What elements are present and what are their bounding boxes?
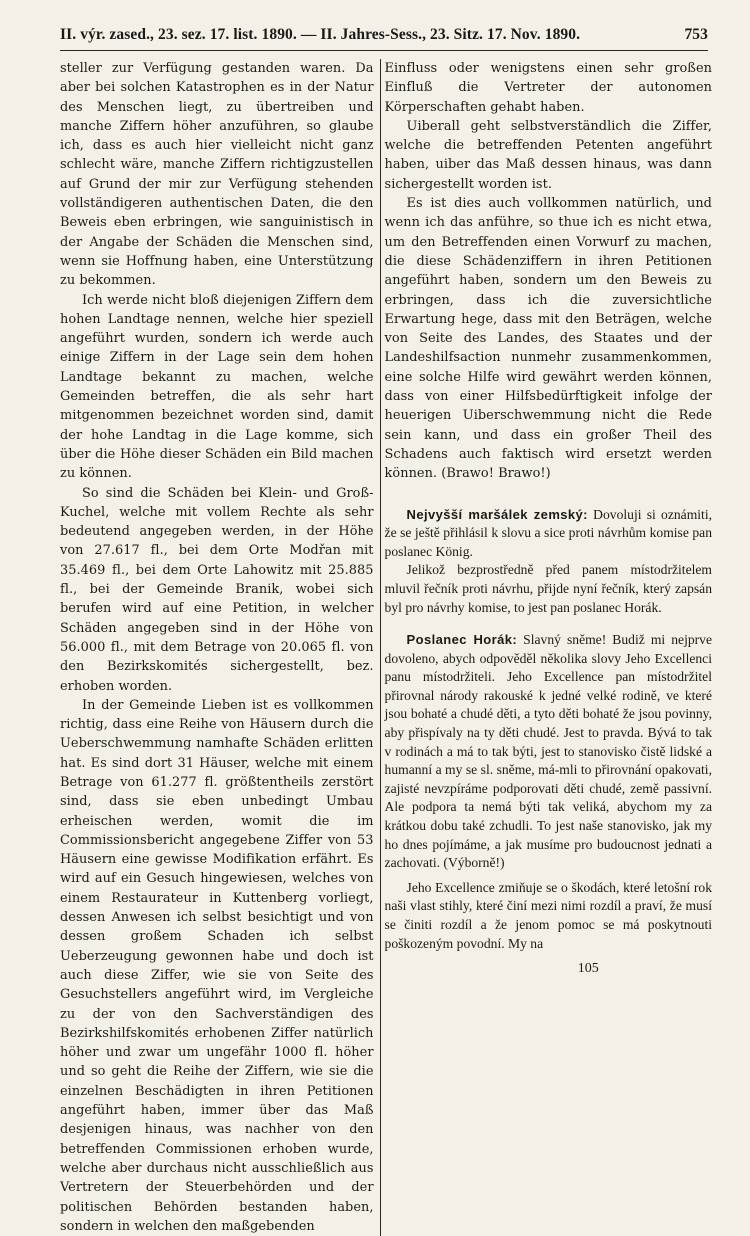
text-columns xyxy=(60,59,712,1236)
running-title: II. výr. zased., 23. sez. 17. list. 1890. — II. Jahres-Sess., 23. Sitz. 17. Nov. 1890. xyxy=(60,26,581,43)
speaker-name: Nejvyšší maršálek zemský: xyxy=(406,506,588,522)
paragraph: Es ist dies auch vollkommen natürlich, und wenn ich das anführe, so thue ich es nicht etwa, um den Betreffenden einen Vorwurf zu machen, die diese Schädenziffern in ihren Petitionen angeführt haben, sondern um den Beweis zu erbringen, dass ich die zuversichtliche Erwartung hege, dass mit den Beträgen, welche von Seite des Landes, des Staates und der Landeshilfsaction nunmehr zusammenkommen, eine solche Hilfe wird gewährt werden können, dass von einer Hilfsbedürftigkeit infolge der heuerigen Uiberschwemmung nicht die Rede sein kann, und dass ein großer Theil des Schadens auch faktisch wird ersetzt werden können. (Brawo! Brawo!) xyxy=(384,196,712,482)
paragraph: Jelikož bezprostředně před panem místodržitelem mluvil řečník proti návrhu, přijde nyní řečník, který zapsán byl pro návrhy komise, to jest pan poslanec Horák. xyxy=(384,562,712,615)
marshal-paragraph xyxy=(385,506,712,562)
paragraph: steller zur Verfügung gestanden waren. Da aber bei solchen Katastrophen es in der Natur des Menschen liegt, zu übertreiben und manche Ziffern höher anzuführen, so glaube ich, dass es auch hier vielleicht nicht ganz schlecht wäre, manche Ziffern richtigzustellen auf Grund der mir zur Verfügung stehenden vollständigeren authentischen Daten, die den Beweis eben erbringen, wie sanguinistisch in der Angabe der Schäden die Menschen sind, wenn sie Hoffnung haben, eine Unterstützung zu bekommen. xyxy=(60,61,374,289)
right-column xyxy=(381,59,712,1236)
left-column xyxy=(60,59,381,1236)
paragraph: Jeho Excellence zmiňuje se o škodách, které letošní rok naši vlast stihly, které činí mezi nimi rozdíl a praví, že musí se činiti rozdíl a že jenom pomoc se má poskytnouti poškozeným povodní. My na xyxy=(384,879,712,951)
german-continuation xyxy=(385,59,712,484)
paragraph: In der Gemeinde Lieben ist es vollkommen richtig, dass eine Reihe von Häusern durch die Ueberschwemmung namhafte Schäden erlitten hat. Es sind dort 31 Häuser, welche mit einem Betrage von 61.277 fl. größtentheils zerstört sind, dass sie eben unbedingt Umbau erheischen werden, womit die im Commissionsbericht angegebene Ziffer von 53 Häusern eine gewisse Modifikation erfährt. Es wird auf ein Gesuch hingewiesen, welches von einem Restaurateur in Kuttenberg vorliegt, dessen Anwesen ich selbst besichtigt und von dessen großem Schaden ich selbst Ueberzeugung gewonnen habe und doch ist auch diese Ziffer, wie sie von Seite des Gesuchstellers angeführt wird, im Vergleiche zu der von den Sachverständigen des Bezirkshilfskomités erhobenen Ziffer natürlich höher und zwar um ungefähr 1000 fl. höher und so geht die Reihe der Ziffern, wie sie die einzelnen Beschädigten in ihren Petitionen angeführt haben, immer über das Maß desjenigen hinaus, was nachher von den betreffenden Commissionen erhoben wurde, welche aber durchaus nicht ausschließlich aus Vertretern der Steuerbehörden und der politischen Behörden bestanden haben, sondern in welchen den maßgebenden xyxy=(60,697,374,1234)
speaker-name: Poslanec Horák: xyxy=(406,632,518,648)
footer-page-number: 105 xyxy=(577,961,599,977)
speech-text: Dovoluji si oznámiti, že se ještě přihlásil k slovu a sice proti návrhům komise pan poslanec König. xyxy=(384,506,712,559)
paragraph: So sind die Schäden bei Klein- und Groß-Kuchel, welche mit vollem Rechte als sehr bedeutend angegeben werden, in der Höhe von 27.617 fl., bei dem Orte Modřan mit 35.469 fl., bei dem Orte Lahowitz mit 25.885 fl., bei der Gemeinde Branik, wobei sich berufen wird auf eine Petition, in welcher Schäden angegeben sind in der Höhe von 56.000 fl., mit dem Betrage von 20.065 fl. von den Bezirkskomités sichergestellt, bez. erhoben worden. xyxy=(60,485,374,694)
paragraph: Ich werde nicht bloß diejenigen Ziffern dem hohen Landtage nennen, welche hier speziell angeführt wurden, sondern ich werde auch einige Ziffern in der Lage sein dem hohen Landtage bekannt zu machen, welche Gemeinden betreffen, die als sehr hart mitgenommen bezeichnet worden sind, damit der hohe Landtag in die Lage komme, sich über die Höhe dieser Schäden ein Bild machen zu können. xyxy=(60,292,374,482)
horak-section xyxy=(385,631,712,953)
speech-text: Slavný sněme! Budiž mi nejprve dovoleno, abych odpověděl několika slovy Jeho Excellenci panu místodržiteli. Jeho Excellence pan místodržitel přirovnal národy rakouské k jedné velké rodině, ve které jsou bohaté a chudé děti, a tyto děti bohaté že jsou povinny, aby přispívaly na ty děti chudé. Jest to pravda. Bývá to tak v rodinách a má to tak býti, jest to stanovisko čistě lidské a humanní a my se sl. sněme, má-mli to přirovnání opakovati, zajisté nevzpíráme podporovati děti chudé, země passivní. Ale podpora ta nemá býti tak veliká, abychom my za krátkou dobu také zchudli. To jest naše stanovisko, jak my ho dnes pojímáme, a jak musíme pro budoucnost jednati a zachovati. (Výborně!) xyxy=(384,632,712,871)
paragraph: Einfluss oder wenigstens einen sehr großen Einfluß die Vertreter der autonomen Körperschaften gehabt haben. xyxy=(384,61,712,115)
marshal-section xyxy=(385,506,712,618)
paragraph: Uiberall geht selbstverständlich die Ziffer, welche die betreffenden Petenten angeführt haben, uiber das Maß dessen hinaus, was dann sichergestellt worden ist. xyxy=(384,118,712,192)
page-number: 753 xyxy=(684,26,708,43)
horak-paragraph xyxy=(385,631,712,873)
page-header xyxy=(60,26,708,51)
